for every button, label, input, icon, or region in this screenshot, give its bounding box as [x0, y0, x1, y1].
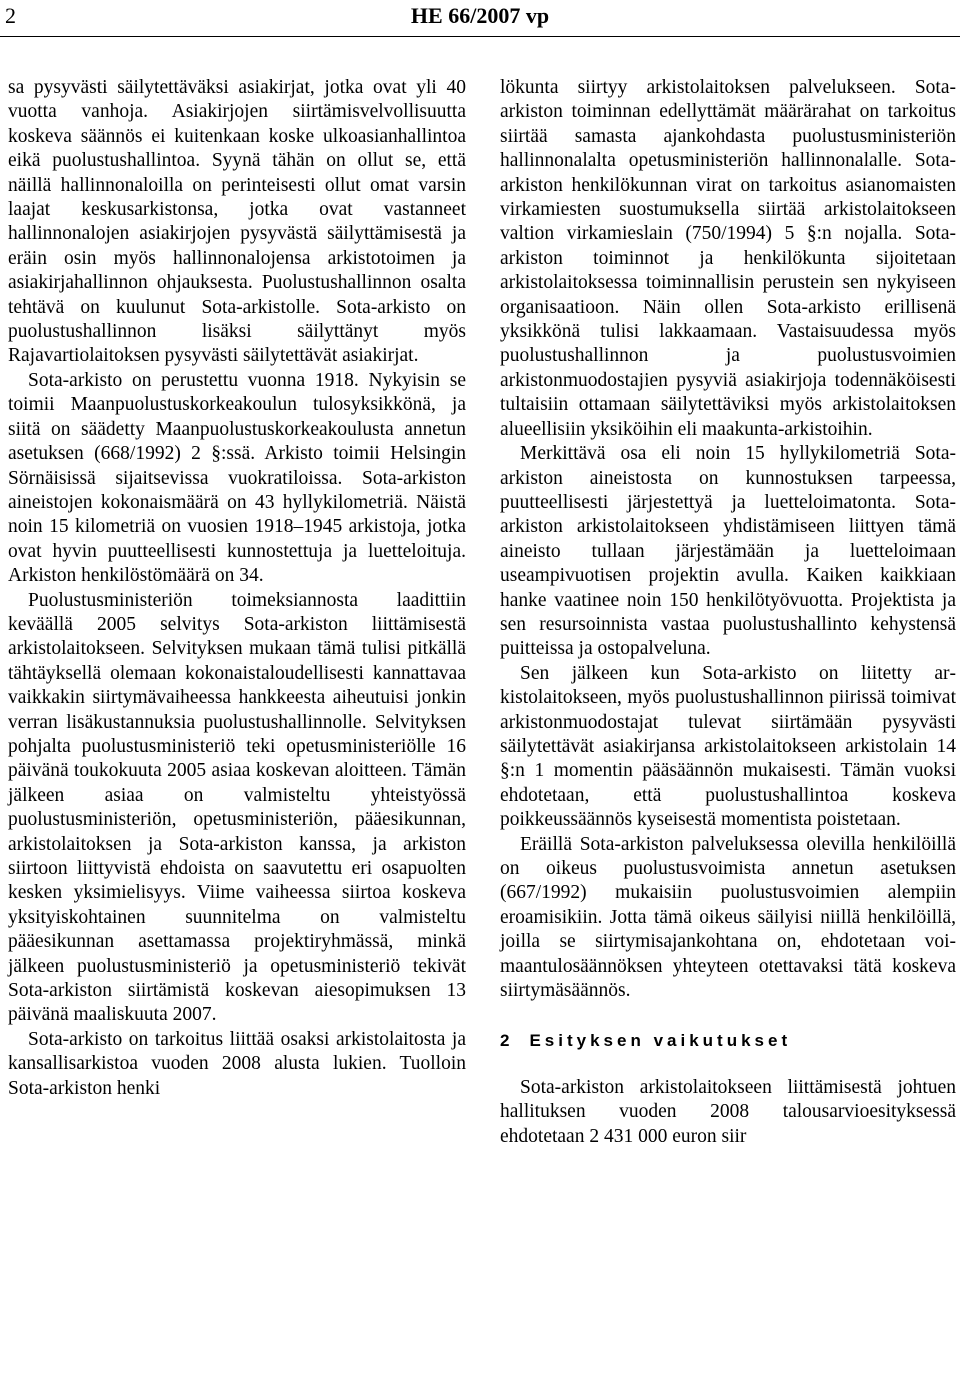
- paragraph: Sota-arkiston arkistolaitokseen liittämisestä johtuen hallituksen vuoden 2008 talousarvioesityksessä ehdotetaan 2 431 000 euron siir: [500, 1076, 956, 1147]
- paragraph: Sen jälkeen kun Sota-arkisto on liitetty arkistolaitokseen, myös puolustushallinnon piirissä toimivat arkistonmuodostajat tulevat siirtämään pysyvästi säilytettävät asiakirjansa arkistolaitokseen arkistolain 14 §:n 1 momentin pääsäännön mukaisesti. Tämän vuoksi ehdotetaan, että puolustushallintoa koskeva poikkeussäännös kyseisestä momentista poistetaan.: [500, 662, 956, 831]
- header-divider: [0, 36, 960, 37]
- paragraph: lökunta siirtyy arkistolaitoksen palvelukseen. Sota-arkiston toiminnan edellyttämät määrärahat on tarkoitus siirtää samasta ajankohdasta puolustusministeriön hallinnonalalta opetusministeriön hallinnonalalle. Sota-arkiston henkilökunnan virat on tarkoitus asianomaisten virkamiesten suostumuksella siirtää arkistolaitokseen valtion virkamieslain (750/1994) 5 §:n nojalla. Sota-arkiston toiminnot ja henkilökunta sijoitetaan arkistolaitoksessa toiminnallisin perustein sen nykyiseen organisaatioon. Näin ollen Sota-arkisto erillisenä yksikkönä tulisi lakkaamaan. Vastaisuudessa myös puolustushallinnon ja puolustusvoimien arkistonmuodostajien pysyviä asiakirjoja todennäköisesti tultaisiin ottamaan säilytettäviksi myös arkistolaitoksen alueellisiin yksiköihin eli maakunta-arkistoihin.: [500, 77, 956, 440]
- section-title: Esityksen vaikutukset: [529, 1031, 792, 1051]
- paragraph: Sota-arkisto on perustettu vuonna 1918. Nykyisin se toimii Maanpuolustuskorkeakoulun tulosyksikkönä, ja siitä on säädetty Maanpuolustuskorkeakoulusta annetun asetuksen (668/1992) 2 §:ssä. Arkisto toimii Helsingin Sörnäisissä sijaitsevissa vuokratiloissa. Sota-arkiston aineistojen kokonaismäärä on 43 hyllykilometriä. Näistä noin 15 kilometriä on vuosien 1918–1945 arkistoja, jotka ovat hyvin puutteellisesti kunnostettuja ja luetteloituja. Arkiston henkilöstömäärä on 34.: [8, 369, 466, 587]
- paragraph: Eräillä Sota-arkiston palveluksessa olevilla henkilöillä on oikeus puolustusvoimista annetun asetuksen (667/1992) mukaisiin puolustusvoimien alempiin eroamisikiin. Jotta tämä oikeus säilyisi niillä henkilöillä, joilla se siirtymisajankohtana on, ehdotetaan voimaantulosäännöksen yhteyteen otettavaksi tätä koskeva siirtymäsäännös.: [500, 833, 956, 1002]
- paragraph: Puolustusministeriön toimeksiannosta laadittiin keväällä 2005 selvitys Sota-arkiston liittämisestä arkistolaitokseen. Selvityksen mukaan tämä tulisi pitkällä tähtäyksellä olemaan kokonaistaloudellisesti kannattavaa vaikkakin siirtymävaiheessa hankkeesta aiheutuisi jonkin verran lisäkustannuksia puolustushallinnolle. Selvityksen pohjalta puolustusministeriö teki opetusministeriölle 16 päivänä toukokuuta 2005 asiaa koskevan aloitteen. Tämän jälkeen asiaa on valmisteltu yhteistyössä puolustusministeriön, opetusministeriön, pääesikunnan, arkistolaitoksen ja Sota-arkiston kanssa, ja arkiston siirtoon liittyvistä ehdoista on saavutettu eri osapuolten kesken yksimielisyys. Viime vaiheessa siirtoa koskeva yksityiskohtainen suunnitelma on valmisteltu pääesikunnan asettamassa projektiryhmässä, minkä jälkeen puolustusministeriö ja opetusministeriö tekivät Sota-arkiston siirtämistä koskevan aiesopimuksen 13 päivänä maaliskuuta 2007.: [8, 589, 466, 1026]
- section-heading: [500, 1029, 956, 1053]
- paragraph: Merkittävä osa eli noin 15 hyllykilometriä Sota-arkiston aineistosta on kunnostuksen tarpeessa, puutteellisesti järjestettyä ja luetteloimatonta. Sota-arkiston arkistolaitokseen yhdistämiseen liittyen tämä aineisto tullaan järjestämään ja luetteloimaan useampivuotisen projektin avulla. Kaiken kaikkiaan hanke vaatinee noin 150 henkilötyövuotta. Projektista ja sen resursoinnista vastaa puolustushallinto kehystensä puitteissa ja ostopalveluna.: [500, 443, 956, 660]
- paragraph: Sota-arkisto on tarkoitus liittää osaksi arkistolaitosta ja kansallisarkistoa vuoden 2008 alusta lukien. Tuolloin Sota-arkiston henki: [8, 1028, 466, 1099]
- section-number: 2: [500, 1031, 510, 1051]
- page-header: [0, 0, 960, 38]
- left-column: [8, 76, 466, 1101]
- paragraph: sa pysyvästi säilytettäväksi asiakirjat, jotka ovat yli 40 vuotta vanhoja. Asiakirjojen siirtämisvelvollisuutta koskeva säännös ei kuitenkaan koske ulkoasianhallintoa eikä puolustushallintoa. Syynä tähän on ollut se, että näillä hallinnonaloilla on perinteisesti ollut omat varsin laajat keskusarkistonsa, jotka ovat vastanneet hallinnonalojen asiakirjojen pysyvästä säilyttämisestä ja eräin osin myös hallinnonalojensa arkistotoimen ja asiakirjahallinnon ohjauksesta. Puolustushallinnon osalta tehtävä on kuulunut Sota-arkistolle. Sota-arkisto on puolustushallinnon lisäksi säilyttänyt myös Rajavartiolaitoksen pysyvästi säilytettävät asiakirjat.: [8, 77, 466, 367]
- page-number: 2: [5, 3, 16, 28]
- right-column: [500, 76, 956, 1149]
- document-id: HE 66/2007 vp: [410, 3, 550, 28]
